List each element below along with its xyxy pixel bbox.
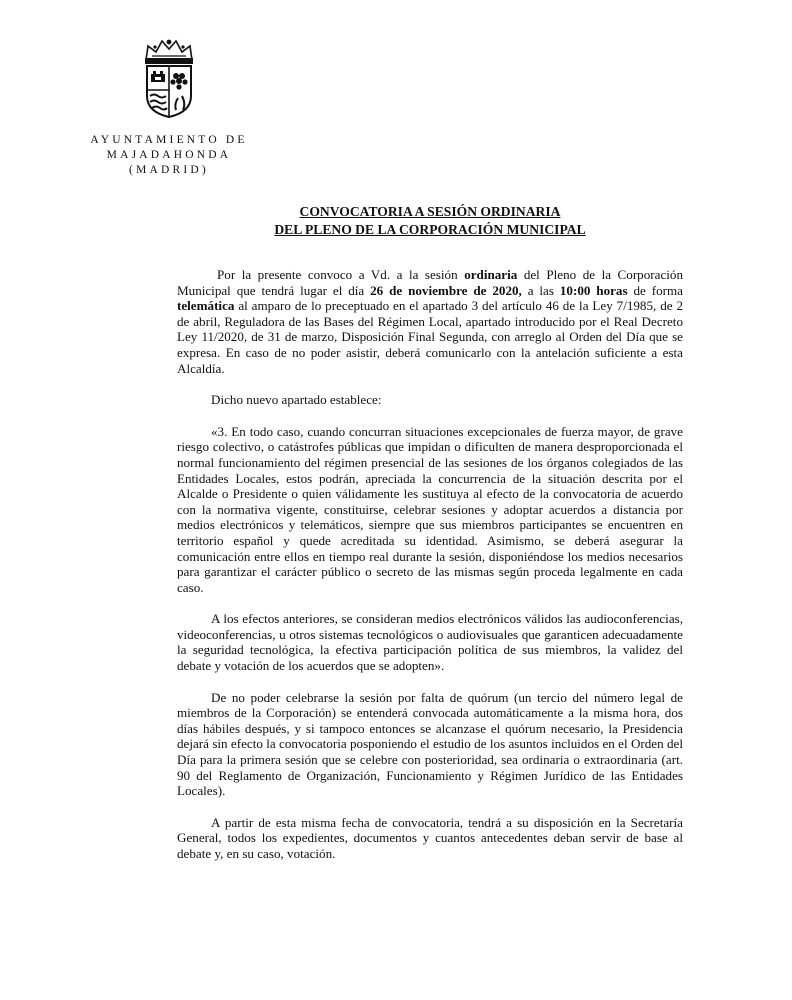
text-segment: a las xyxy=(521,282,560,298)
office-line-3: (MADRID) xyxy=(129,164,209,176)
title-line-1: CONVOCATORIA A SESIÓN ORDINARIA xyxy=(299,204,561,219)
paragraph-legal-quote-1: «3. En todo caso, cuando concurran situaciones excepcionales de fuerza mayor, de grave riesgo colectivo, o catástrofes públicas que impidan o dificulten de manera desproporcionada el normal funcionamiento del régimen presencial de las sesiones de los órganos colegiados de las Entidades Locales, estos podrán, apreciada la concurrencia de la situación descrita por el Alcalde o Presidente o quien válidamente les sustituya al efecto de la convocatoria de acuerdo con la normativa vigente, constituirse, celebrar sesiones y adoptar acuerdos a distancia por medios electrónicos y telemáticos, siempre que sus miembros participantes se encuentren en territorio español y quede acreditada su identidad. Asimismo, se deberá asegurar la comunicación entre ellos en tiempo real durante la sesión, disponiéndose los medios necesarios para garantizar el carácter público o secreto de las mismas según proceda legalmente en cada caso. xyxy=(177,423,683,595)
bold-session-date: 26 de noviembre de 2020, xyxy=(370,282,522,298)
paragraph-quorum: De no poder celebrarse la sesión por falta de quórum (un tercio del número legal de miembros de la Corporación) se entenderá convocada automáticamente a la misma hora, dos días hábiles después, y si tampoco entonces se alcanzase el quórum necesario, la Presidencia dejará sin efecto la convocatoria posponiendo el estudio de los asuntos incluidos en el Orden del Día para la primera sesión que se celebre con posterioridad, sea ordinaria o extraordinaria (art. 90 del Reglamento de Organización, Funcionamiento y Régimen Jurídico de las Entidades Locales). xyxy=(177,689,683,799)
paragraph-documents: A partir de esta misma fecha de convocatoria, tendrá a su disposición en la Secretaría General, todos los expedientes, documentos y cuantos antecedentes deban servir de base al debate y, en su caso, votación. xyxy=(177,814,683,861)
title-line-2: DEL PLENO DE LA CORPORACIÓN MUNICIPAL xyxy=(274,222,586,237)
paragraph-legal-quote-2: A los efectos anteriores, se consideran medios electrónicos válidos las audioconferencias, videoconferencias, u otros sistemas tecnológicos o audiovisuales que garanticen adecuadamente la seguridad tecnológica, la efectiva participación política de sus miembros, la validez del debate y votación de los acuerdos que se adopten». xyxy=(177,611,683,674)
text-segment: del Pleno de la Corporación Municipal que tendrá lugar el día xyxy=(177,267,683,298)
document-title xyxy=(180,203,680,239)
coat-of-arms-icon xyxy=(138,38,200,118)
paragraph-convocation xyxy=(177,267,683,376)
paragraph-intro-quote: Dicho nuevo apartado establece: xyxy=(211,392,382,408)
text-segment: al amparo de lo preceptuado en el apartado 3 del artículo 46 de la Ley 7/1985, de 2 de abril, Reguladora de las Bases del Régimen Local, apartado introducido por el Real Decreto Ley 11/2020, de 31 de marzo, Disposición Final Segunda, con arreglo al Orden del Día que se expresa. En caso de no poder asistir, deberá comunicarlo con la antelación suficiente a esta Alcaldía. xyxy=(177,298,683,376)
bold-session-time: 10:00 horas xyxy=(559,282,628,298)
office-line-2: MAJADAHONDA xyxy=(106,149,232,161)
bold-session-type: ordinaria xyxy=(464,267,518,282)
document-body xyxy=(177,267,683,878)
bold-session-mode: telemática xyxy=(177,298,235,314)
text-segment: de forma xyxy=(627,282,683,298)
office-line-1: AYUNTAMIENTO DE xyxy=(90,134,248,146)
text-segment: Por la presente convoco a Vd. a la sesión xyxy=(217,267,465,282)
municipality-heading xyxy=(84,133,254,178)
municipal-crest xyxy=(138,38,200,118)
